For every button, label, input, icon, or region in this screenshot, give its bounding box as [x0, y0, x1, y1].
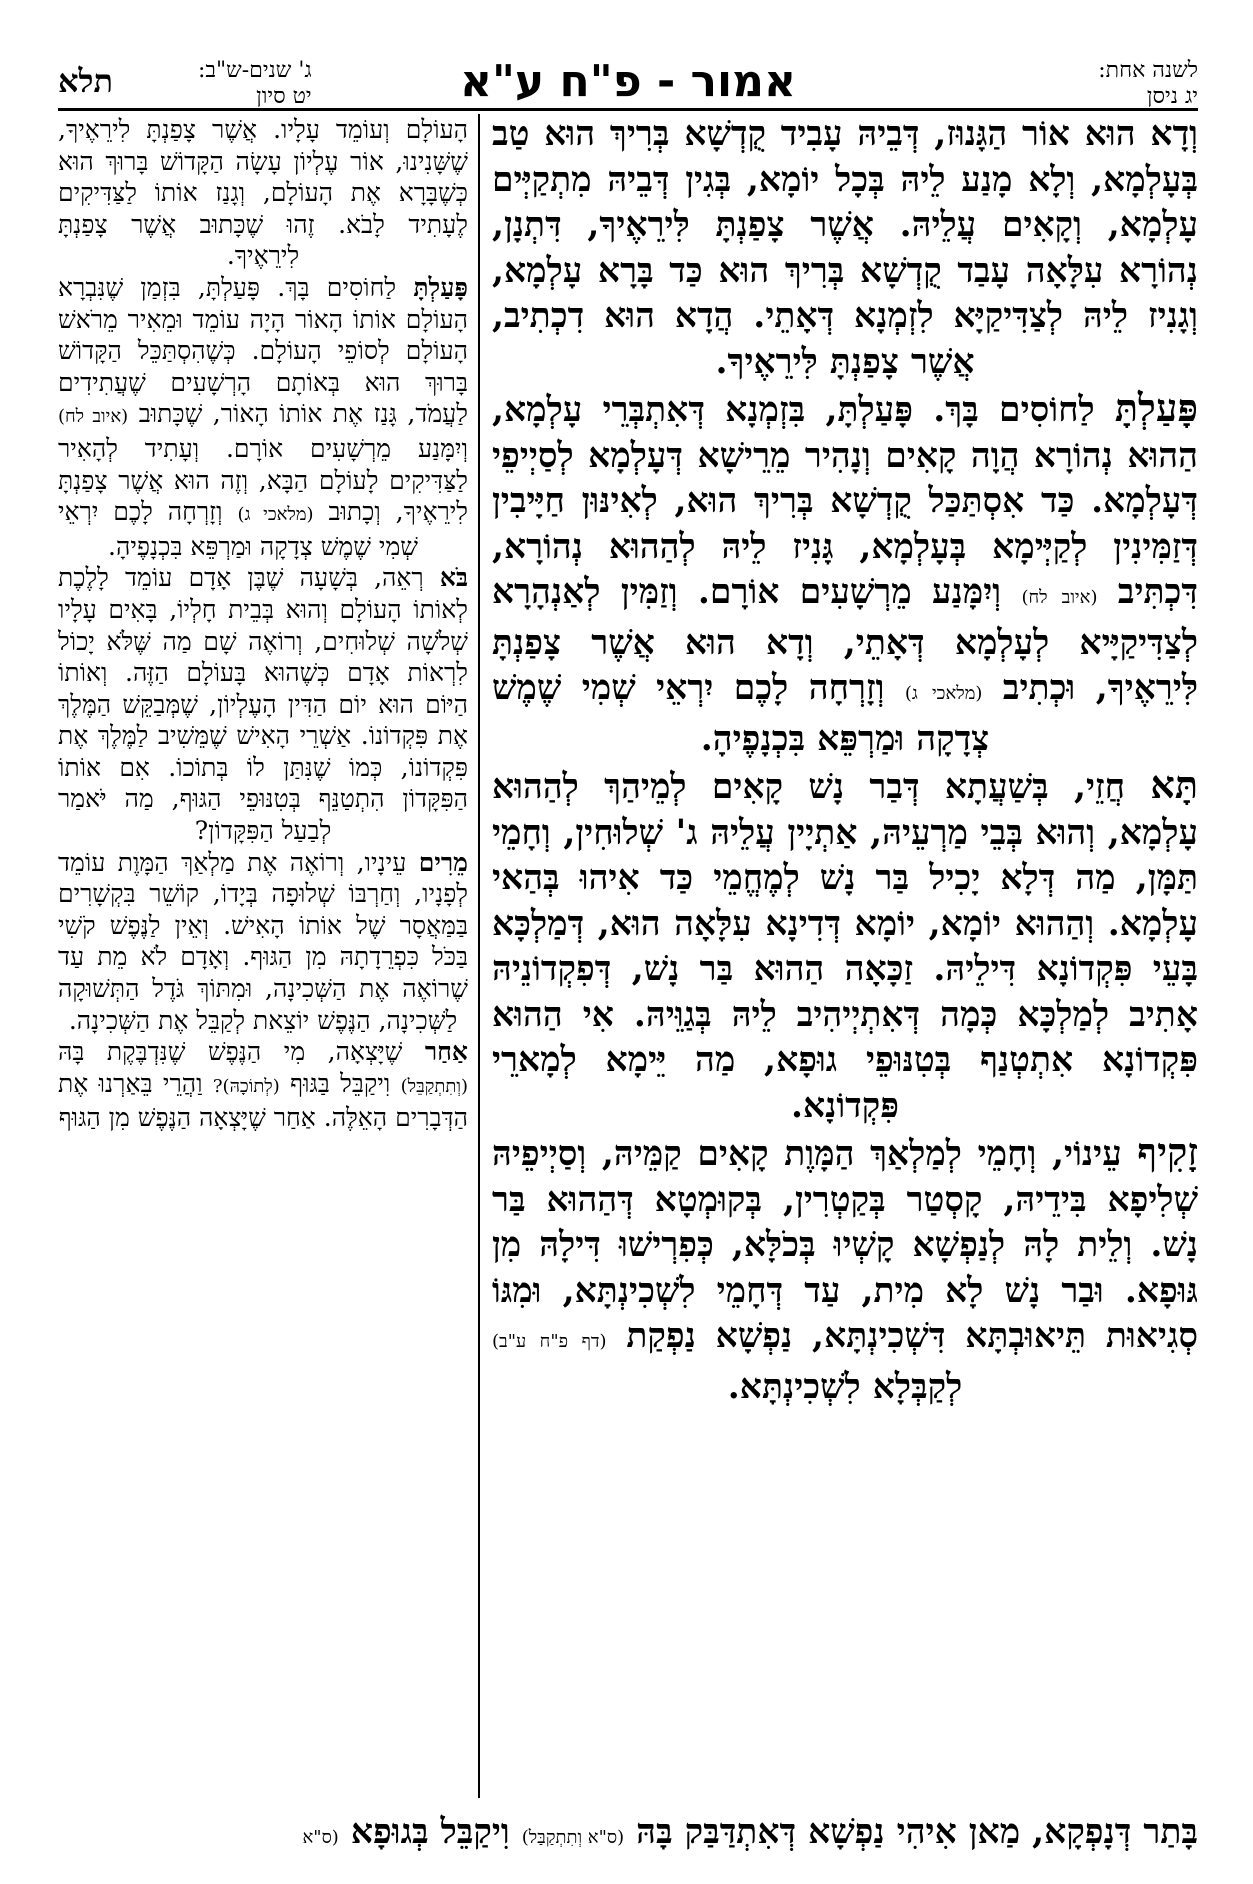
commentary-paragraph: פָּעַלְתָּ לַחוֹסִים בָּךְ. פָּעַלְתָּ, בִּזְמַן שֶׁנִּבְרָא הָעוֹלָם אוֹתוֹ הָאוֹר הָיָה עוֹמֵד וּמֵאִיר מֵרֹאשׁ הָעוֹלָם לְסוֹפֵי הָעוֹלָם. כְּשֶׁהִסְתַּכֵּל הַקָּדוֹשׁ בָּרוּךְ הוּא בְּאוֹתָם הָרְשָׁעִים שֶׁעֲתִידִים לַעֲמֹד, גָּנַז אֶת אוֹתוֹ הָאוֹר, שֶׁכָּתוּב (איוב לח) וְיִמָּנַע מֵרְשָׁעִים אוֹרָם. וְעָתִיד לְהָאִיר לַצַּדִּיקִים לָעוֹלָם הַבָּא, וְזֶה הוּא אֲשֶׁר צָפַנְתָּ לִירֵאֶיךָ, וְכָתוּב (מלאכי ג) וְזָרְחָה לָכֶם יִרְאֵי שְׁמִי שֶׁמֶשׁ צְדָקָה וּמַרְפֵּא בִּכְנָפֶיהָ. [58, 272, 468, 561]
citation: (לְתוֹכָהּ)? [212, 1075, 280, 1097]
header-divider [58, 108, 1198, 111]
lead-word: זָקִיף [1137, 1129, 1198, 1174]
main-paragraph: וְדָא הוּא אוֹר הַגָּנוּז, דְּבֵיהּ עָבִיד קֻדְשָׁא בְּרִיךְ הוּא טַב בְּעָלְמָא, וְלָא מָנַע לֵיהּ בְּכָל יוֹמָא, בְּגִין דְּבֵיהּ מִתְקַיְּים עָלְמָא, וְקָאִים עֲלֵיהּ. אֲשֶׁר צָפַנְתָּ לִּירֵאֶיךָ, דִּתְנָן, נְהוֹרָא עִלָּאָה עָבַד קֻדְשָׁא בְּרִיךְ הוּא כַּד בָּרָא עָלְמָא, וְגָנִיז לֵיהּ לְצַדִּיקַיָּא לִזְמְנָא דְּאָתֵי. הֲדָא הוּא דִכְתִיב, אֲשֶׁר צָפַנְתָּ לִּירֵאֶיךָ. [492, 114, 1198, 382]
column-divider [478, 114, 480, 1798]
citation: (ס"א וְתִתְקַבַּל) [521, 1827, 625, 1848]
main-text-column [492, 112, 1198, 1812]
page-header [58, 58, 1198, 108]
lead-word: פָּעַלְתָּ [1114, 385, 1198, 430]
citation: (וְתִתְקַבֵּל) [400, 1075, 468, 1097]
citation: (ס"א [302, 1827, 339, 1848]
one-year-label: לשנה אחת: [1098, 58, 1198, 83]
page-number: תלא [58, 62, 114, 100]
page-title: אמור - פ"ח ע"א [459, 56, 797, 107]
commentary-paragraph: אַחַר שֶׁיָּצְאָה, מִי הַנֶּפֶשׁ שֶׁנִּדְבֶּקֶת בָּהּ (וְתִתְקַבֵּל) וִיקַבֵּל בַּגּוּף (לְתוֹכָהּ)? וַהֲרֵי בֵּאַרְנוּ אֶת הַדְּבָרִים הָאֵלֶּה. אַחַר שֶׁיָּצְאָה הַנֶּפֶשׁ מִן הַגּוּף [58, 1037, 468, 1133]
main-paragraph: פָּעַלְתָּ לַחוֹסִים בָּךְ. פָּעַלְתָּ, בִּזְמְנָא דְּאִתְבְּרֵי עָלְמָא, הַהוּא נְהוֹרָא הֲוָה קָאִים וְנָהִיר מֵרֵישָׁא דְּעָלְמָא לְסַיְיפֵי דְּעָלְמָא. כַּד אִסְתַּכַּל קֻדְשָׁא בְּרִיךְ הוּא, לְאִינּוּן חַיָּיבִין דְּזַמִּינִין לְקַיְּימָא בְּעָלְמָא, גָּנִיז לֵיהּ לְהַהוּא נְהוֹרָא, דִּכְתִּיב (איוב לח) וְיִמָּנַע מֵרְשָׁעִים אוֹרָם. וְזַמִּין לְאַנְהָרָא לְצַדִּיקַיָּיא לְעָלְמָא דְּאָתֵי, וְדָא הוּא אֲשֶׁר צָפַנְתָּ לִּירֵאֶיךָ, וּכְתִיב (מלאכי ג) וְזָרְחָה לָכֶם יִרְאֵי שְׁמִי שֶׁמֶשׁ צְדָקָה וּמַרְפֵּא בִּכְנָפֶיהָ. [492, 385, 1198, 759]
commentary-paragraph: בֹּא רְאֵה, בְּשָׁעָה שֶׁבֶּן אָדָם עוֹמֵד לָלֶכֶת לְאוֹתוֹ הָעוֹלָם וְהוּא בְּבֵית חָלְיוֹ, בָּאִים עָלָיו שְׁלֹשָׁה שְׁלוּחִים, וְרוֹאֶה שָׁם מַה שֶּׁלֹּא יָכוֹל לִרְאוֹת אָדָם כְּשֶׁהוּא בָּעוֹלָם הַזֶּה. וְאוֹתוֹ הַיּוֹם הוּא יוֹם הַדִּין הָעֶלְיוֹן, שֶׁמְּבַקֵּשׁ הַמֶּלֶךְ אֶת פִּקְדוֹנוֹ. אַשְׁרֵי הָאִישׁ שֶׁמֵּשִׁיב לַמֶּלֶךְ אֶת פִּקְדוֹנוֹ, כְּמוֹ שֶׁנִּתַּן לוֹ בְּתוֹכוֹ. אִם אוֹתוֹ הַפִּקָּדוֹן הִתְטַנֵּף בְּטִנּוּפֵי הַגּוּף, מַה יֹּאמַר לְבַעַל הַפִּקָּדוֹן? [58, 563, 468, 846]
lead-word: אַחַר [424, 1037, 468, 1067]
citation: (מלאכי ג) [237, 504, 314, 526]
citation: (איוב לח) [58, 406, 129, 428]
lead-word: בֹּא [439, 563, 468, 593]
commentary-column [58, 114, 468, 1804]
one-year-date: יג ניסן [1146, 84, 1198, 109]
lead-word: תָּא [1150, 762, 1198, 807]
commentary-paragraph: הָעוֹלָם וְעוֹמֵד עָלָיו. אֲשֶׁר צָפַנְתָּ לִירֵאֶיךָ, שֶׁשָּׁנִינוּ, אוֹר עֶלְיוֹן עָשָׂה הַקָּדוֹשׁ בָּרוּךְ הוּא כְּשֶׁבָּרָא אֶת הָעוֹלָם, וְגָנַז אוֹתוֹ לַצַּדִּיקִים לֶעָתִיד לָבֹא. זֶהוּ שֶׁכָּתוּב אֲשֶׁר צָפַנְתָּ לִירֵאֶיךָ. [58, 115, 468, 271]
commentary-paragraph: מֵרִים עֵינָיו, וְרוֹאֶה אֶת מַלְאַךְ הַמָּוֶת עוֹמֵד לְפָנָיו, וְחַרְבּוֹ שְׁלוּפָה בְּיָדוֹ, קוֹשֵׁר בִּקְשָׁרִים בַּמַּאֲסָר שֶׁל אוֹתוֹ הָאִישׁ. וְאֵין לַנֶּפֶשׁ קֹשִׁי בַּכֹּל כִּפְרֵדָתָהּ מִן הַגּוּף. וְאָדָם לֹא מֵת עַד שֶׁרוֹאֶה אֶת הַשְּׁכִינָה, וּמִתּוֹךְ גֹּדֶל הַתְּשׁוּקָה לַשְּׁכִינָה, הַנֶּפֶשׁ יוֹצֵאת לְקַבֵּל אֶת הַשְּׁכִינָה. [58, 847, 468, 1035]
main-paragraph: תָּא חֲזֵי, בְּשַׁעֲתָא דְּבַר נָשׁ קָאִים לְמֵיהַךְ לְהַהוּא עָלְמָא, וְהוּא בְּבֵי מַרְעֵיהּ, אַתְיָין עֲלֵיהּ ג' שְׁלוּחִין, וְחָמֵי תַּמָּן, מַה דְּלָא יָכִיל בַּר נָשׁ לְמֶחֱמֵי כַּד אִיהוּ בְּהַאי עָלְמָא. וְהַהוּא יוֹמָא, יוֹמָא דְּדִינָא עִלָּאָה הוּא, דְּמַלְכָּא בָּעֵי פִּקְדוֹנָא דִּילֵיהּ. זַכָּאָה הַהוּא בַּר נָשׁ, דְּפִקְדוֹנֵיהּ אָתִיב לְמַלְכָּא כְּמָה דְּאִתְיְיהִיב לֵיהּ בְּגַוֵּיהּ. אִי הַהוּא פִּקְדוֹנָא אִתְטְנַף בְּטִנּוּפֵי גוּפָא, מַה יֵּימָא לְמָארֵי פִּקְדוֹנָא. [492, 762, 1198, 1126]
lead-word: פָּעַלְתָּ [413, 272, 468, 302]
three-year-schedule [198, 58, 312, 110]
three-year-date: יט סיון [256, 84, 312, 109]
citation: (דף פ"ח ע"ב) [492, 1331, 607, 1352]
three-year-label: ג' שנים-ש"ב: [198, 58, 312, 83]
lead-word: מֵרִים [418, 847, 468, 877]
citation: (מלאכי ג) [904, 683, 983, 704]
citation: (איוב לח) [1021, 587, 1098, 608]
continuation-line: בָּתַר דְּנָפְקָא, מַאן אִיהִי נַפְשָׁא דְּאִתְדַּבַּק בָּהּ (ס"א וְתִתְקַבַּל) וִיקַבֵּל בְּגוּפָא (ס"א [302, 1812, 1198, 1852]
main-paragraph: זָקִיף עֵינוֹי, וְחָמֵי לְמַלְאַךְ הַמָּוֶת קָאִים קַמֵּיהּ, וְסַיְיפֵיהּ שְׁלִיפָא בִּידֵיהּ, קָסְטַר בְּקַטְרִין, בְּקוּמְטָא דְּהַהוּא בַּר נָשׁ. וְלֵית לָהּ לְנַפְשָׁא קָשְׁיוּ בְּכֹלָּא, כְּפִרְישׁוּ דִּילָהּ מִן גּוּפָא. וּבַר נָשׁ לָא מִית, עַד דְּחָמֵי לִשְׁכִינְתָּא, וּמִגּוֹ סְגִיאוּת תֵּיאוּבְתָּא דִּשְׁכִינְתָּא, נַפְשָׁא נַפְקַת (דף פ"ח ע"ב) לְקַבְּלָא לִשְׁכִינְתָּא. [492, 1129, 1198, 1407]
